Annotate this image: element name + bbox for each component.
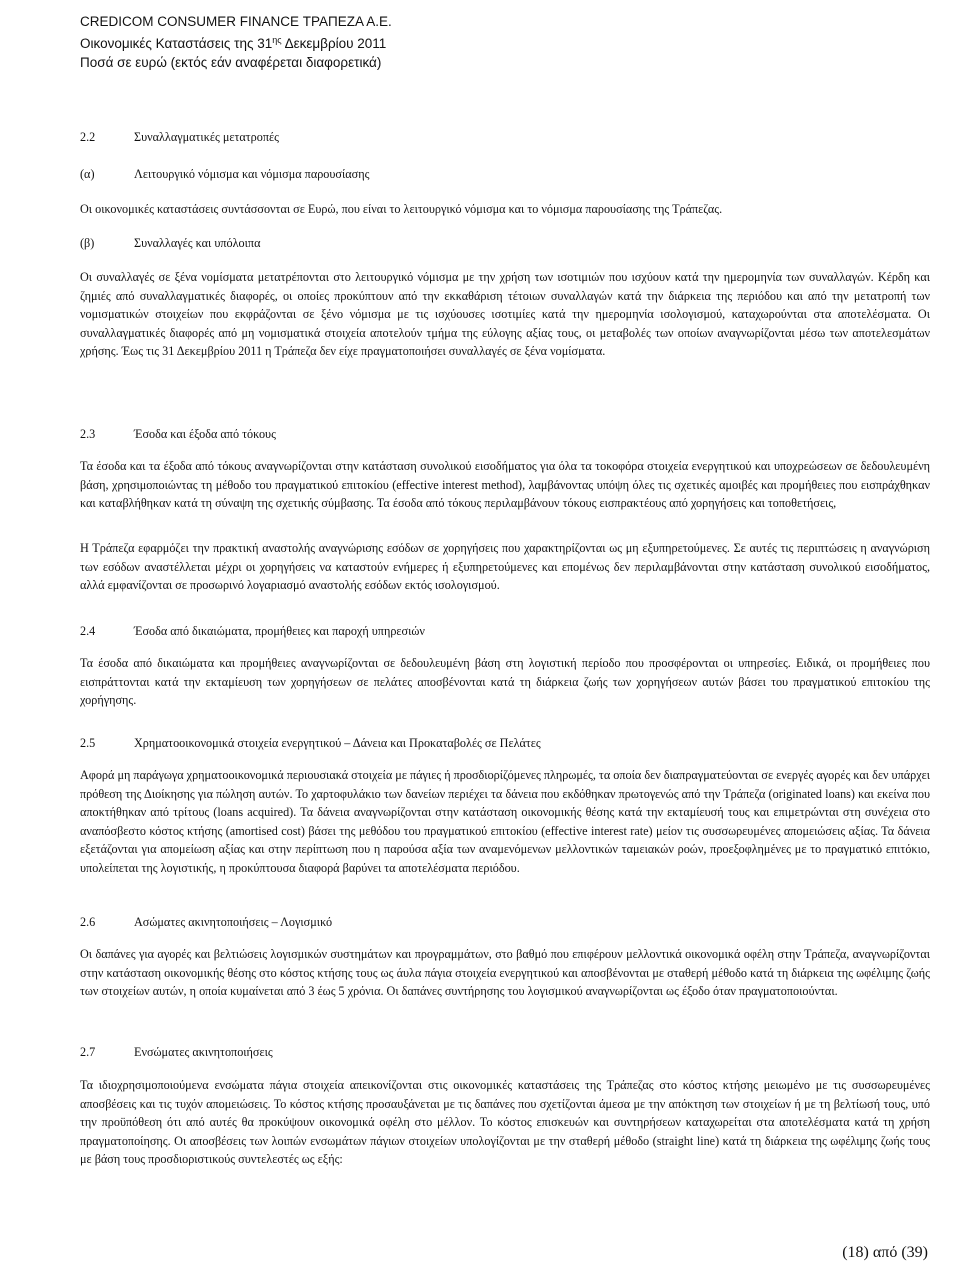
section-number: 2.5 bbox=[80, 736, 96, 750]
subsection-title: Συναλλαγές και υπόλοιπα bbox=[134, 236, 261, 250]
paragraph-fee-income: Τα έσοδα από δικαιώματα και προμήθειες αναγνωρίζονται σε δεδουλευμένη βάση στη λογιστική περίοδο που προσφέρονται οι υπηρεσίες. Ειδικά, οι προμήθειες που εισπράττονται κατά την εκταμίευση των χορηγήσεων σε πελάτες αποσβένονται κατά τη διάρκεια ζωής των χορηγήσεων αυτών βάσει του πραγματικού επιτοκίου της χορήγησης. bbox=[80, 656, 930, 707]
paragraph-functional-currency: Οι οικονομικές καταστάσεις συντάσσονται σε Ευρώ, που είναι το λειτουργικό νόμισμα και το νόμισμα παρουσίασης της Τράπεζας. bbox=[80, 202, 723, 216]
section-title: Ενσώματες ακινητοποιήσεις bbox=[134, 1045, 273, 1059]
section-title: Χρηματοοικονομικά στοιχεία ενεργητικού – Δάνεια και Προκαταβολές σε Πελάτες bbox=[134, 736, 541, 750]
page-indicator: (18) από (39) bbox=[842, 1244, 928, 1261]
subsection-title: Λειτουργικό νόμισμα και νόμισμα παρουσίασης bbox=[134, 167, 370, 181]
section-title: Συναλλαγματικές μετατροπές bbox=[134, 130, 279, 144]
paragraph-software: Οι δαπάνες για αγορές και βελτιώσεις λογισμικών συστημάτων και προγραμμάτων, στο βαθμό που επιφέρουν μελλοντικά οικονομικά οφέλη στην Τράπεζα, αναγνωρίζονται στην κατάσταση οικονομικής θέσης στο κόστος κτήσης τους ως άυλα πάγια στοιχεία ενεργητικού και αποσβένονται με σταθερή μέθοδο κατά τη διάρκεια της ωφέλιμης ζωής των στοιχείων αυτών, η οποία κυμαίνεται από 3 έως 5 χρόνια. Οι δαπάνες συντήρησης του λογισμικού αναγνωρίζονται ως έξοδο όταν πραγματοποιούνται. bbox=[80, 947, 930, 998]
amounts-note: Ποσά σε ευρώ (εκτός εάν αναφέρεται διαφορετικά) bbox=[80, 55, 382, 70]
section-number: 2.2 bbox=[80, 130, 96, 144]
paragraph-interest-income: Τα έσοδα και τα έξοδα από τόκους αναγνωρίζονται στην κατάσταση συνολικού εισοδήματος για όλα τα τοκοφόρα στοιχεία ενεργητικού και υποχρεώσεων σε δεδουλευμένη βάση, χρησιμοποιώντας τη μέθοδο του πραγματικού επιτοκίου (effective interest method), λαμβάνοντας υπόψη όλες τις σχετικές αμοιβές και προμήθειες που εισπράχθηκαν και καταβλήθηκαν κατά τη σύναψη της σχετικής σύμβασης. Τα έσοδα από τόκους περιλαμβάνουν τόκους εισπρακτέους από χορηγήσεις και τοποθετήσεις, bbox=[80, 459, 930, 510]
paragraph-tangible-assets: Τα ιδιοχρησιμοποιούμενα ενσώματα πάγια στοιχεία απεικονίζονται στις οικονομικές καταστάσεις της Τράπεζας στο κόστος κτήσης μειωμένο με τις συσσωρευμένες αποσβέσεις και τις τυχόν απομειώσεις. Το κόστος κτήσης προσαυξάνεται με τις δαπάνες που σχετίζονται άμεσα με την απόκτηση των στοιχείων ή με τη βελτίωσή τους, υπό την προϋπόθεση ότι από αυτές θα προκύψουν οικονομικά οφέλη στο μέλλον. Το κόστος επισκευών και συντηρήσεων καταχωρείται στα αποτελέσματα κατά τη χρήση πραγματοποίησης. Οι αποσβέσεις των λοιπών ενσωμάτων πάγιων στοιχείων υπολογίζονται με την σταθερή μέθοδο (straight line) κατά τη διάρκεια της ωφέλιμης ζωής τους με βάση τους προσδιοριστικούς συντελεστές ως εξής: bbox=[80, 1078, 930, 1166]
section-number: 2.6 bbox=[80, 915, 96, 929]
section-number: 2.4 bbox=[80, 624, 96, 638]
section-title: Έσοδα από δικαιώματα, προμήθειες και παροχή υπηρεσιών bbox=[134, 624, 425, 638]
subsection-label: (β) bbox=[80, 236, 95, 250]
section-title: Ασώματες ακινητοποιήσεις – Λογισμικό bbox=[134, 915, 333, 929]
paragraph-loans: Αφορά μη παράγωγα χρηματοοικονομικά περιουσιακά στοιχεία με πάγιες ή προσδιορίζόμενες πληρωμές, τα οποία δεν διαπραγματεύονται σε ενεργές αγορές και δεν υπάρχει πρόθεση της Διοίκησης για πώληση αυτών. Το χαρτοφυλάκιο των δανείων περιέχει τα δάνεια που εκδόθηκαν πρωτογενώς από την Τράπεζα (originated loans) και εκείνα που αποκτήθηκαν από τρίτους (loans acquired). Τα δάνεια αναγνωρίζονται στην κατάσταση οικονομικής θέσης κατά την εκταμίευσή τους και επιμετρώνται στη συνέχεια στο αναπόσβεστο κόστος κτήσης (amortised cost) βάσει της μεθόδου του πραγματικού επιτοκίου (effective interest rate) μείον τις συσσωρευμένες απομειώσεις αξίας. Τα δάνεια εξετάζονται για απομείωση αξίας και στην περίπτωση που η παρούσα αξία των αναμενόμενων μελλοντικών ταμειακών ροών, προεξοφλημένες με το πραγματικό επιτόκιο, υπολείπεται της λογιστικής, η προκύπτουσα διαφορά βαρύνει τα αποτελέσματα περιόδου. bbox=[80, 768, 930, 875]
paragraph-interest-suspension: Η Τράπεζα εφαρμόζει την πρακτική αναστολής αναγνώρισης εσόδων σε χορηγήσεις που χαρακτηρίζονται ως μη εξυπηρετούμενες. Σε αυτές τις περιπτώσεις η αναγνώριση των εσόδων αναστέλλεται μέχρι οι χορηγήσεις να καταστούν ενήμερες ή εξυπηρετούμενες και επομένως δεν περιλαμβάνονται στην κατάσταση συνολικού εισοδήματος, αλλά εμφανίζονται σε προσωρινό λογαριασμό αναστολής εσόδων εκτός ισολογισμού. bbox=[80, 541, 930, 592]
statement-title-prefix: Οικονομικές Καταστάσεις της 31 bbox=[80, 36, 273, 51]
statement-title bbox=[80, 31, 392, 53]
section-number: 2.7 bbox=[80, 1045, 96, 1059]
subsection-label: (α) bbox=[80, 167, 95, 181]
company-name: CREDICOM CONSUMER FINANCE ΤΡΑΠΕΖΑ Α.Ε. bbox=[80, 14, 392, 29]
section-title: Έσοδα και έξοδα από τόκους bbox=[134, 427, 276, 441]
page-header bbox=[80, 12, 392, 72]
section-number: 2.3 bbox=[80, 427, 96, 441]
statement-title-superscript: ης bbox=[272, 35, 282, 45]
paragraph-transactions-balances: Οι συναλλαγές σε ξένα νομίσματα μετατρέπονται στο λειτουργικό νόμισμα με την χρήση των ισοτιμιών που ισχύουν κατά την ημερομηνία των συναλλαγών. Κέρδη και ζημιές από συναλλαγματικές διαφορές, οι οποίες προκύπτουν από την εκκαθάριση τέτοιων συναλλαγών κατά την διάρκεια της περιόδου και από την μετατροπή των νομισματικών στοιχείων που εκφράζονται σε ξένο νόμισμα με τις ισχύουσες ισοτιμίες κατά την ημερομηνία ισολογισμού, καταχωρούνται στα αποτελέσματα. Οι συναλλαγματικές διαφορές από μη νομισματικά στοιχεία αποτελούν τμήμα της εύλογης αξίας τους, οι μεταβολές των οποίων αναγνωρίζονται μέσω των αποτελεσμάτων χρήσης. Έως τις 31 Δεκεμβρίου 2011 η Τράπεζα δεν είχε πραγματοποιήσει συναλλαγές σε ξένα νομίσματα. bbox=[80, 270, 930, 358]
statement-title-suffix: Δεκεμβρίου 2011 bbox=[281, 36, 387, 51]
